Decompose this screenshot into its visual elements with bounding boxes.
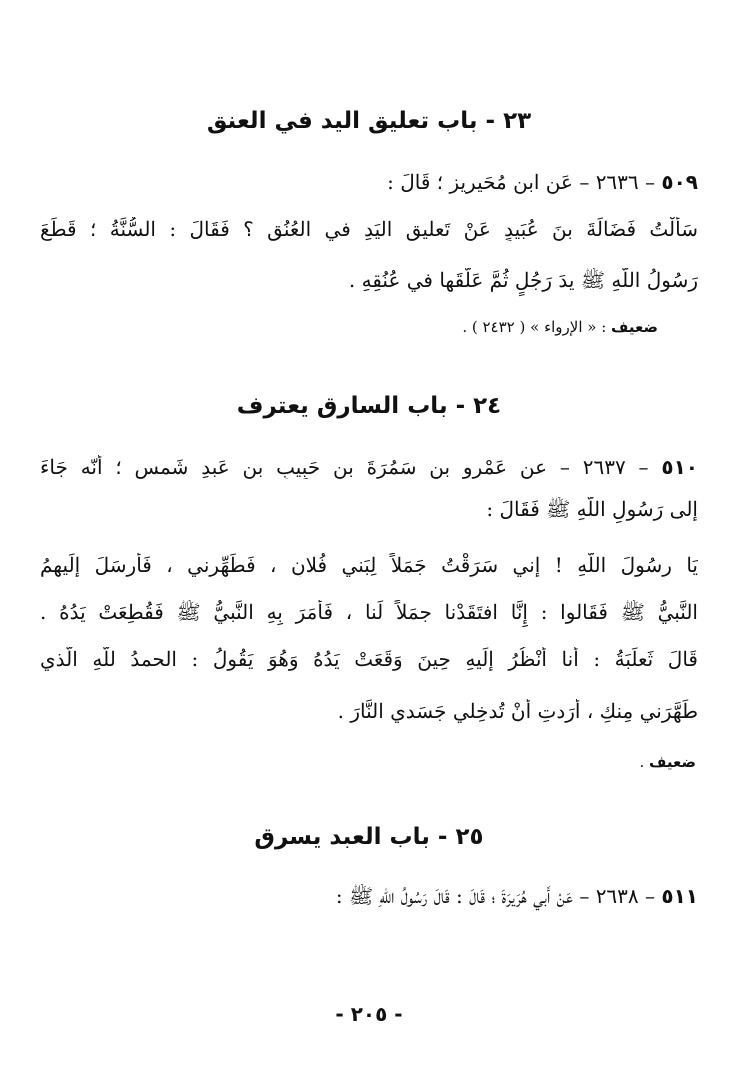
hadith-510-line-4: قَالَ ثَعلَبَةُ : أَنا أَنْظُرُ إِلَيهِ حِينَ وَقَعَتْ يَدُهُ وَهُوَ يَقُولُ : الحمدُ للّهِ الَّذي — [40, 647, 698, 671]
hadith-number: ٥١٠ — [661, 455, 698, 479]
chapter-title-25: ٢٥ - باب العبد يسرق — [254, 824, 484, 850]
hadith-509-line-1: سَأَلْتُ فَضَالَةَ بنَ عُبَيدٍ عَنْ تَعليقِ اليَدِ في العُنُقِ ؟ فَقَالَ : السُّنَّةُ ؛ قَطَعَ — [40, 217, 698, 241]
hadith-510-line-2: يَا رسُولَ اللّهِ ! إِني سَرَقْتُ جَمَلاً لِبَني فُلانٍ ، فَطَهِّرني ، فَأَرسَلَ إِلَيهِمُ — [40, 553, 698, 577]
hadith-511-header — [40, 884, 698, 913]
hadith-510-grade — [640, 753, 697, 771]
hadith-509-grade — [462, 318, 658, 336]
hadith-510-header — [40, 455, 698, 479]
hadith-chain: – ٢٦٣٨ – عَنْ أَبي هُرَيرَةَ ؛ قَالَ : قَالَ رَسُولُ اللّهِ ﷺ : — [335, 884, 662, 908]
hadith-510-line-5: طَهَّرَني مِنكِ ، أَرَدتِ أَنْ تُدخِلي جَسَدي النَّارَ . — [337, 699, 698, 723]
hadith-510-line-3: النَّبيُّ ﷺ فَقَالوا : إِنَّا افتَقَدْنا جمَلاً لَنا ، فَأَمَرَ بِهِ النَّبيُّ ﷺ فَقُطِعَتْ يَدُهُ . — [40, 600, 698, 624]
grade-reference: : « الإرواء » ( ٢٤٣٢ ) . — [462, 318, 612, 336]
hadith-510-line-1: إلى رَسُولِ اللّهِ ﷺ فَقَالَ : — [486, 497, 698, 521]
grade-label: ضعيف — [649, 753, 696, 771]
hadith-509-header — [40, 170, 698, 194]
chapter-title-24: ٢٤ - باب السارق يعترف — [236, 393, 502, 419]
hadith-number: ٥٠٩ — [661, 170, 698, 194]
grade-reference: . — [639, 753, 650, 771]
page-number: - ٢٠٥ - — [335, 1002, 403, 1026]
hadith-chain: – ٢٦٣٧ – عن عَمْرو بن سَمُرَةَ بن حَبِيبِ بن عَبدِ شَمسٍ ؛ أَنّه جَاءَ — [40, 455, 662, 479]
chapter-title-23: ٢٣ - باب تعليق اليد في العنق — [206, 108, 532, 134]
hadith-number: ٥١١ — [661, 884, 698, 908]
grade-label: ضعيف — [611, 318, 658, 336]
hadith-509-line-2: رَسُولُ اللّهِ ﷺ يدَ رَجُلٍ ثُمَّ عَلَّقَها في عُنُقِهِ . — [348, 268, 698, 292]
hadith-chain: – ٢٦٣٦ – عَنِ ابنِ مُحَيرِيزٍ ؛ قَالَ : — [387, 170, 662, 194]
